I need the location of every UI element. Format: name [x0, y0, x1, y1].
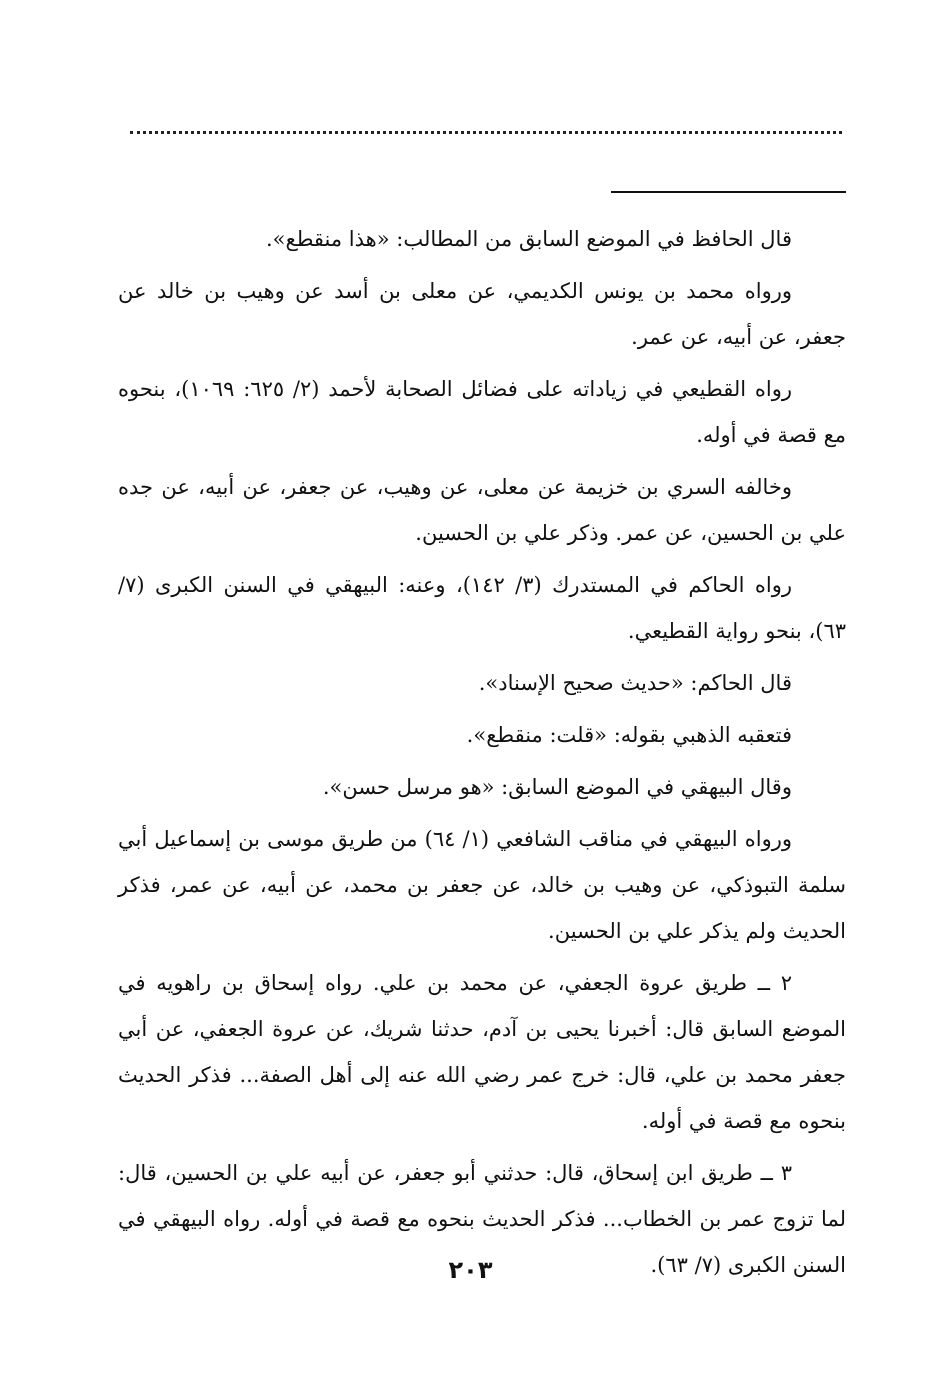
paragraph: قال الحاكم: «حديث صحيح الإسناد».	[478, 671, 792, 695]
paragraph: ٣ ــ طريق ابن إسحاق، قال: حدثني أبو جعفر، عن أبيه علي بن الحسين، قال: لما تزوج عمر بن الخطاب... فذكر الحديث بنحوه مع قصة في أوله. رواه البيهقي في السنن الكبرى (٧/ ٦٣).	[118, 1161, 846, 1277]
paragraph: رواه القطيعي في زياداته على فضائل الصحابة لأحمد (٢/ ٦٢٥: ١٠٦٩)، بنحوه مع قصة في أوله.	[118, 377, 846, 447]
top-dotted-divider	[130, 131, 842, 134]
paragraph: قال الحافظ في الموضع السابق من المطالب: «هذا منقطع».	[266, 227, 792, 251]
footnote-separator-rule	[611, 191, 846, 193]
paragraph: فتعقبه الذهبي بقوله: «قلت: منقطع».	[466, 723, 792, 747]
paragraph: ٢ ــ طريق عروة الجعفي، عن محمد بن علي. رواه إسحاق بن راهويه في الموضع السابق قال: أخبرنا يحيى بن آدم، حدثنا شريك، عن عروة الجعفي، عن أبي جعفر محمد بن علي، قال: خرج عمر رضي الله عنه إلى أهل الصفة... فذكر الحديث بنحوه مع قصة في أوله.	[118, 971, 846, 1133]
paragraph: رواه الحاكم في المستدرك (٣/ ١٤٢)، وعنه: البيهقي في السنن الكبرى (٧/ ٦٣)، بنحو رواية القطيعي.	[118, 573, 846, 643]
page-body	[118, 216, 846, 1294]
paragraph: وخالفه السري بن خزيمة عن معلى، عن وهيب، عن جعفر، عن أبيه، عن جده علي بن الحسين، عن عمر. وذكر علي بن الحسين.	[118, 475, 846, 545]
page-number: ٢٠٣	[448, 1256, 493, 1284]
paragraph: وقال البيهقي في الموضع السابق: «هو مرسل حسن».	[322, 775, 792, 799]
paragraph: ورواه محمد بن يونس الكديمي، عن معلى بن أسد عن وهيب بن خالد عن جعفر، عن أبيه، عن عمر.	[118, 279, 846, 349]
paragraph: ورواه البيهقي في مناقب الشافعي (١/ ٦٤) من طريق موسى بن إسماعيل أبي سلمة التبوذكي، عن وهيب بن خالد، عن جعفر بن محمد، عن أبيه، عن عمر، فذكر الحديث ولم يذكر علي بن الحسين.	[118, 827, 846, 943]
